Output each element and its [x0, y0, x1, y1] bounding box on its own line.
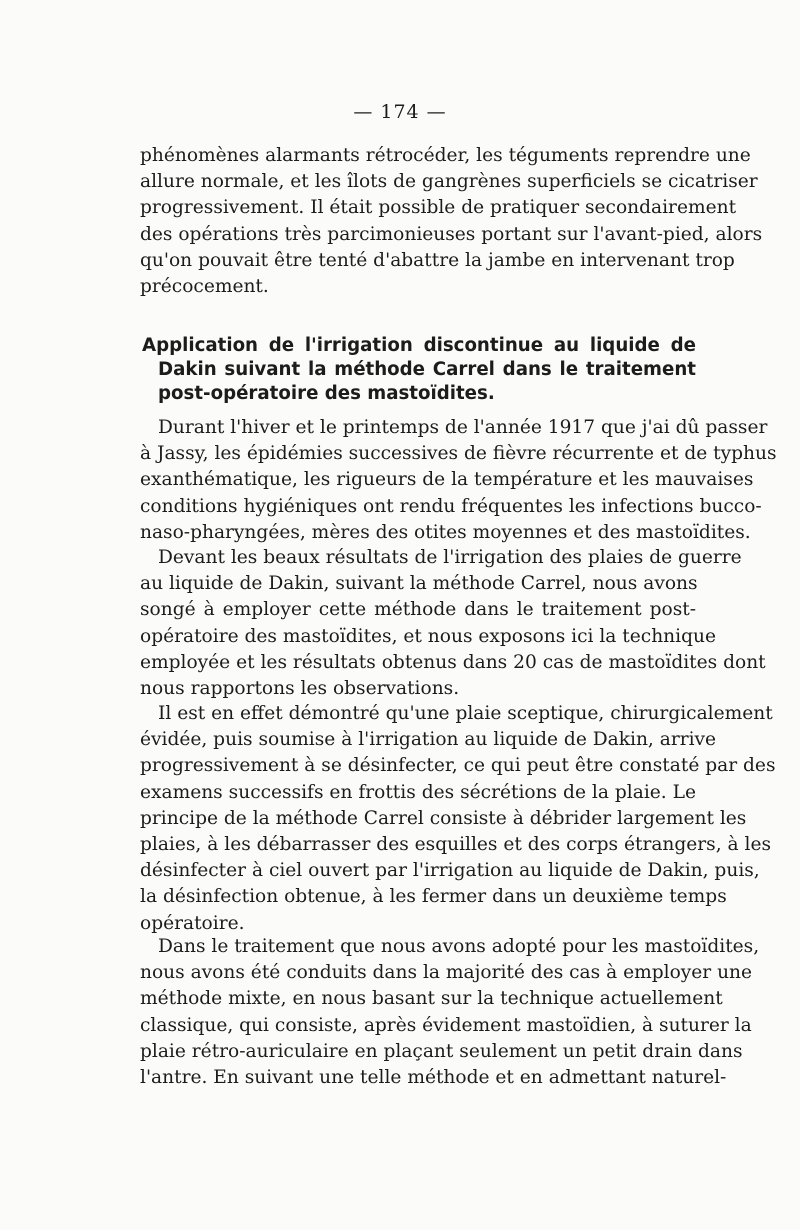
text-line: naso-pharyngées, mères des otites moyennes et des mastoïdites.: [140, 521, 751, 543]
text-line: progressivement à se désinfecter, ce qui peut être constaté par des: [140, 755, 776, 777]
text-line: opératoire des mastoïdites, et nous exposons ici la technique: [140, 625, 716, 647]
text-line: précocement.: [140, 276, 269, 298]
text-line: allure normale, et les îlots de gangrènes superficiels se cicatriser: [140, 171, 758, 193]
text-line: évidée, puis soumise à l'irrigation au liquide de Dakin, arrive: [140, 729, 717, 751]
heading-line: post-opératoire des mastoïdites.: [158, 383, 495, 404]
text-line: conditions hygiéniques ont rendu fréquentes les infections bucco-: [140, 495, 762, 517]
text-line: Dans le traitement que nous avons adopté pour les mastoïdites,: [158, 936, 760, 957]
heading-line: Application de l'irrigation discontinue au liquide de: [142, 335, 696, 356]
text-line: Il est en effet démontré qu'une plaie sceptique, chirurgicalement: [158, 703, 773, 724]
text-line: opératoire.: [140, 912, 245, 934]
text-line: classique, qui consiste, après évidement mastoïdien, à suturer la: [140, 1014, 752, 1036]
text-line: employée et les résultats obtenus dans 20 cas de mastoïdites dont: [140, 651, 766, 673]
text-line: exanthématique, les rigueurs de la température et les mauvaises: [140, 469, 754, 491]
section-heading: [142, 334, 696, 406]
text-line: l'antre. En suivant une telle méthode et en admettant naturel-: [140, 1067, 727, 1089]
text-line: phénomènes alarmants rétrocéder, les téguments reprendre une: [140, 145, 751, 166]
text-line: la désinfection obtenue, à les fermer dans un deuxième temps: [140, 886, 727, 908]
page-number: — 174 —: [353, 101, 447, 123]
text-line: désinfecter à ciel ouvert par l'irrigation au liquide de Dakin, puis,: [140, 860, 760, 882]
paragraph-5: [140, 934, 760, 1091]
paragraph-1: [140, 143, 763, 300]
text-line: songé à employer cette méthode dans le traitement post-: [140, 599, 696, 621]
text-line: principe de la méthode Carrel consiste à débrider largement les: [140, 807, 747, 829]
text-line: nous rapportons les observations.: [140, 678, 460, 700]
text-line: Devant les beaux résultats de l'irrigation des plaies de guerre: [158, 547, 742, 568]
text-line: qu'on pouvait être tenté d'abattre la jambe en intervenant trop: [140, 249, 735, 271]
text-line: plaie rétro-auriculaire en plaçant seulement un petit drain dans: [140, 1040, 743, 1062]
text-line: à Jassy, les épidémies successives de fièvre récurrente et de typhus: [140, 443, 777, 465]
text-line: progressivement. Il était possible de pratiquer secondairement: [140, 197, 737, 219]
text-line: Durant l'hiver et le printemps de l'année 1917 que j'ai dû passer: [158, 417, 768, 438]
paragraph-3: [140, 545, 766, 702]
text-line: au liquide de Dakin, suivant la méthode Carrel, nous avons: [140, 573, 698, 595]
paragraph-4: [140, 701, 776, 937]
paragraph-2: [140, 415, 777, 546]
text-line: plaies, à les débarrasser des esquilles et des corps étrangers, à les: [140, 834, 772, 856]
heading-line: Dakin suivant la méthode Carrel dans le traitement: [158, 359, 696, 380]
text-line: nous avons été conduits dans la majorité des cas à employer une: [140, 962, 753, 984]
text-line: des opérations très parcimonieuses portant sur l'avant-pied, alors: [140, 223, 763, 245]
text-line: méthode mixte, en nous basant sur la technique actuellement: [140, 988, 723, 1010]
text-line: examens successifs en frottis des sécrétions de la plaie. Le: [140, 781, 696, 803]
